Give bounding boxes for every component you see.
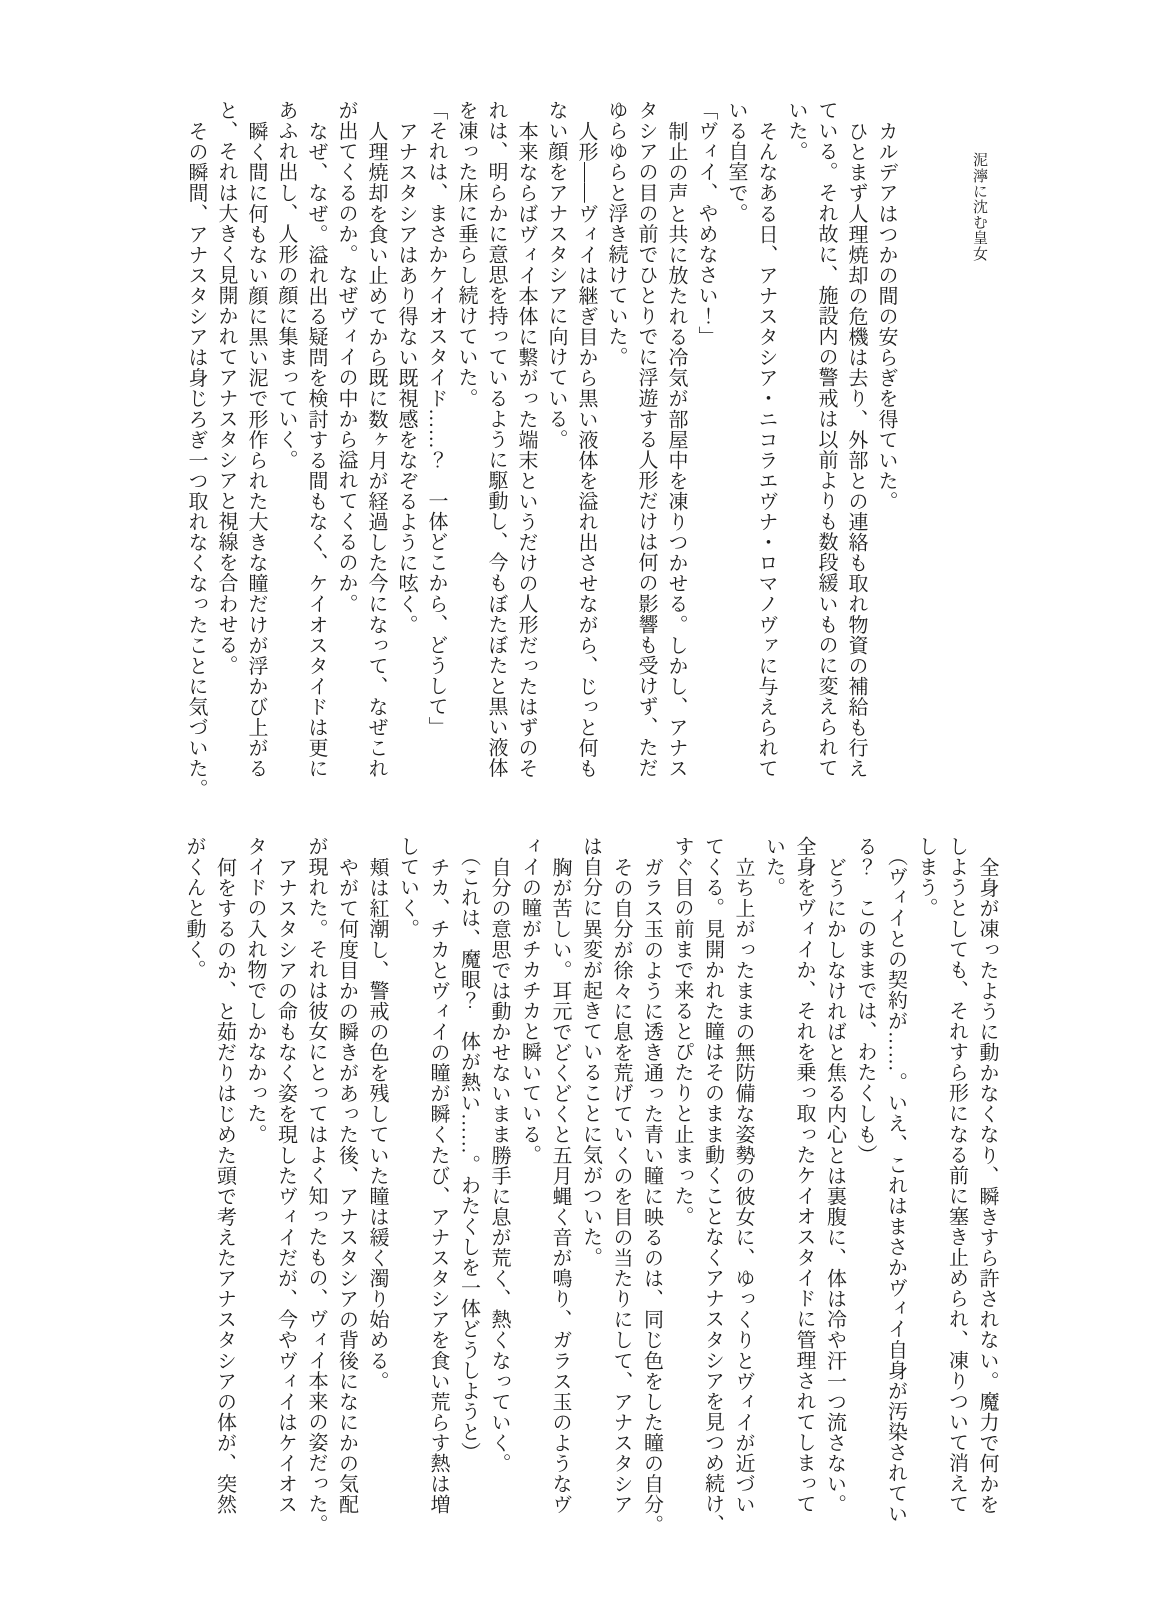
text-column: いた。: [785, 100, 807, 162]
text-column: 瞬く間に何もない顔に黒い泥で形作られた大きな瞳だけが浮かび上がる: [245, 121, 267, 779]
text-column: あふれ出し、人形の顔に集まっていく。: [275, 100, 297, 470]
text-column: タシアの目の前でひとりでに浮遊する人形だけは何の影響も受けず、ただ: [635, 100, 657, 779]
text-column: その自分が徐々に息を荒げていくのを目の当たりにして、アナスタシア: [610, 857, 632, 1515]
text-column: （これは、魔眼？ 体が熱い……。わたくしを一体どうしようと）: [457, 846, 480, 1463]
text-column: 人形――ヴィイは継ぎ目から黒い液体を溢れ出させながら、じっと何も: [575, 121, 597, 779]
text-column: 「ヴィイ、やめなさい！」: [695, 100, 717, 347]
text-column: 全身をヴィイか、それを乗っ取ったケイオスタイドに管理されてしまって: [793, 836, 815, 1515]
text-column: ない顔をアナスタシアに向けている。: [545, 100, 567, 450]
text-column: その瞬間、アナスタシアは身じろぎ一つ取れなくなったことに気づいた。: [185, 121, 207, 800]
text-column: いる自室で。: [725, 100, 747, 224]
text-column: 「それは、まさかケイオスタイド……？ 一体どこから、どうして」: [425, 100, 447, 738]
text-column: れは、明らかに意思を持っているように駆動し、今もぼたぼたと黒い液体: [485, 100, 507, 779]
text-column: やがて何度目かの瞬きがあった後、アナスタシアの背後になにかの気配: [335, 857, 358, 1515]
text-column: ている。それ故に、施設内の警戒は以前よりも数段緩いものに変えられて: [815, 100, 837, 779]
text-column: と、それは大きく見開かれてアナスタシアと視線を合わせる。: [215, 100, 237, 676]
text-column: がくんと動く。: [183, 836, 205, 980]
text-column: しまう。: [915, 836, 937, 919]
text-column: が現れた。それは彼女にとってはよく知ったもの、ヴィイ本来の姿だった。: [305, 836, 327, 1535]
text-column: ひとまず人理焼却の危機は去り、外部との連絡も取れ物資の補給も行え: [845, 121, 867, 779]
text-column: （ヴィイとの契約が……。いえ、これはまさかヴィイ自身が汚染されてい: [884, 846, 907, 1525]
text-column: していく。: [396, 836, 419, 939]
text-column: 全身が凍ったように動かなくなり、瞬きすら許されない。魔力で何かを: [976, 857, 998, 1515]
text-column: アナスタシアはあり得ない既視感をなぞるように呟く。: [395, 121, 417, 635]
text-column: ィイの瞳がチカチカと瞬いている。: [518, 836, 541, 1165]
text-column: 頬は紅潮し、警戒の色を残していた瞳は緩く濁り始める。: [366, 857, 388, 1392]
text-column: てくる。見開かれた瞳はそのまま動くことなくアナスタシアを見つめ続け、: [701, 836, 724, 1535]
text-column: どうにかしなければと焦る内心とは裏腹に、体は冷や汗一つ流さない。: [823, 857, 846, 1515]
text-column: アナスタシアの命もなく姿を現したヴィイだが、今やヴィイはケイオス: [274, 857, 297, 1515]
text-column: そんなある日、アナスタシア・ニコラエヴナ・ロマノヴァに与えられて: [755, 121, 777, 779]
top-text-block: [181, 100, 901, 812]
text-column: が出てくるのか。なぜヴィイの中から溢れてくるのか。: [335, 100, 357, 614]
text-column: 制止の声と共に放たれる冷気が部屋中を凍りつかせる。しかし、アナス: [665, 121, 687, 779]
text-column: は自分に異変が起きていることに気がついた。: [579, 836, 602, 1268]
text-column: カルデアはつかの間の安らぎを得ていた。: [875, 121, 897, 512]
text-column: ゆらゆらと浮き続けていた。: [605, 100, 627, 368]
text-column: すぐ目の前まで来るとぴたりと止まった。: [671, 836, 693, 1227]
text-column: 自分の意思では動かせないまま勝手に息が荒く、熱くなっていく。: [488, 857, 510, 1474]
bottom-text-block: [179, 836, 1003, 1548]
text-column: 胸が苦しい。耳元でどくどくと五月蝿く音が鳴り、ガラス玉のようなヴ: [549, 857, 571, 1515]
text-column: 人理焼却を食い止めてから既に数ヶ月が経過した今になって、なぜこれ: [365, 121, 387, 779]
text-column: いた。: [762, 836, 785, 898]
text-column: 立ち上がったままの無防備な姿勢の彼女に、ゆっくりとヴィイが近づい: [732, 857, 754, 1515]
text-column: 本来ならばヴィイ本体に繋がった端末というだけの人形だったはずのそ: [515, 121, 537, 779]
text-column: を凍った床に垂らし続けていた。: [455, 100, 477, 409]
text-column: 何をするのか、と茹だりはじめた頭で考えたアナスタシアの体が、突然: [213, 857, 236, 1515]
text-column: る？ このままでは、わたくしも）: [854, 836, 876, 1165]
text-column: しようとしても、それすら形になる前に塞き止められ、凍りついて消えて: [945, 836, 968, 1515]
text-column: ガラス玉のように透き通った青い瞳に映るのは、同じ色をした瞳の自分。: [640, 857, 663, 1536]
page-title: 泥濘に沈む皇女: [971, 152, 987, 262]
text-column: なぜ、なぜ。溢れ出る疑問を検討する間もなく、ケイオスタイドは更に: [305, 121, 327, 779]
text-column: チカ、チカとヴィイの瞳が瞬くたび、アナスタシアを食い荒らす熱は増: [427, 857, 449, 1515]
text-column: タイドの入れ物でしかなかった。: [244, 836, 266, 1145]
